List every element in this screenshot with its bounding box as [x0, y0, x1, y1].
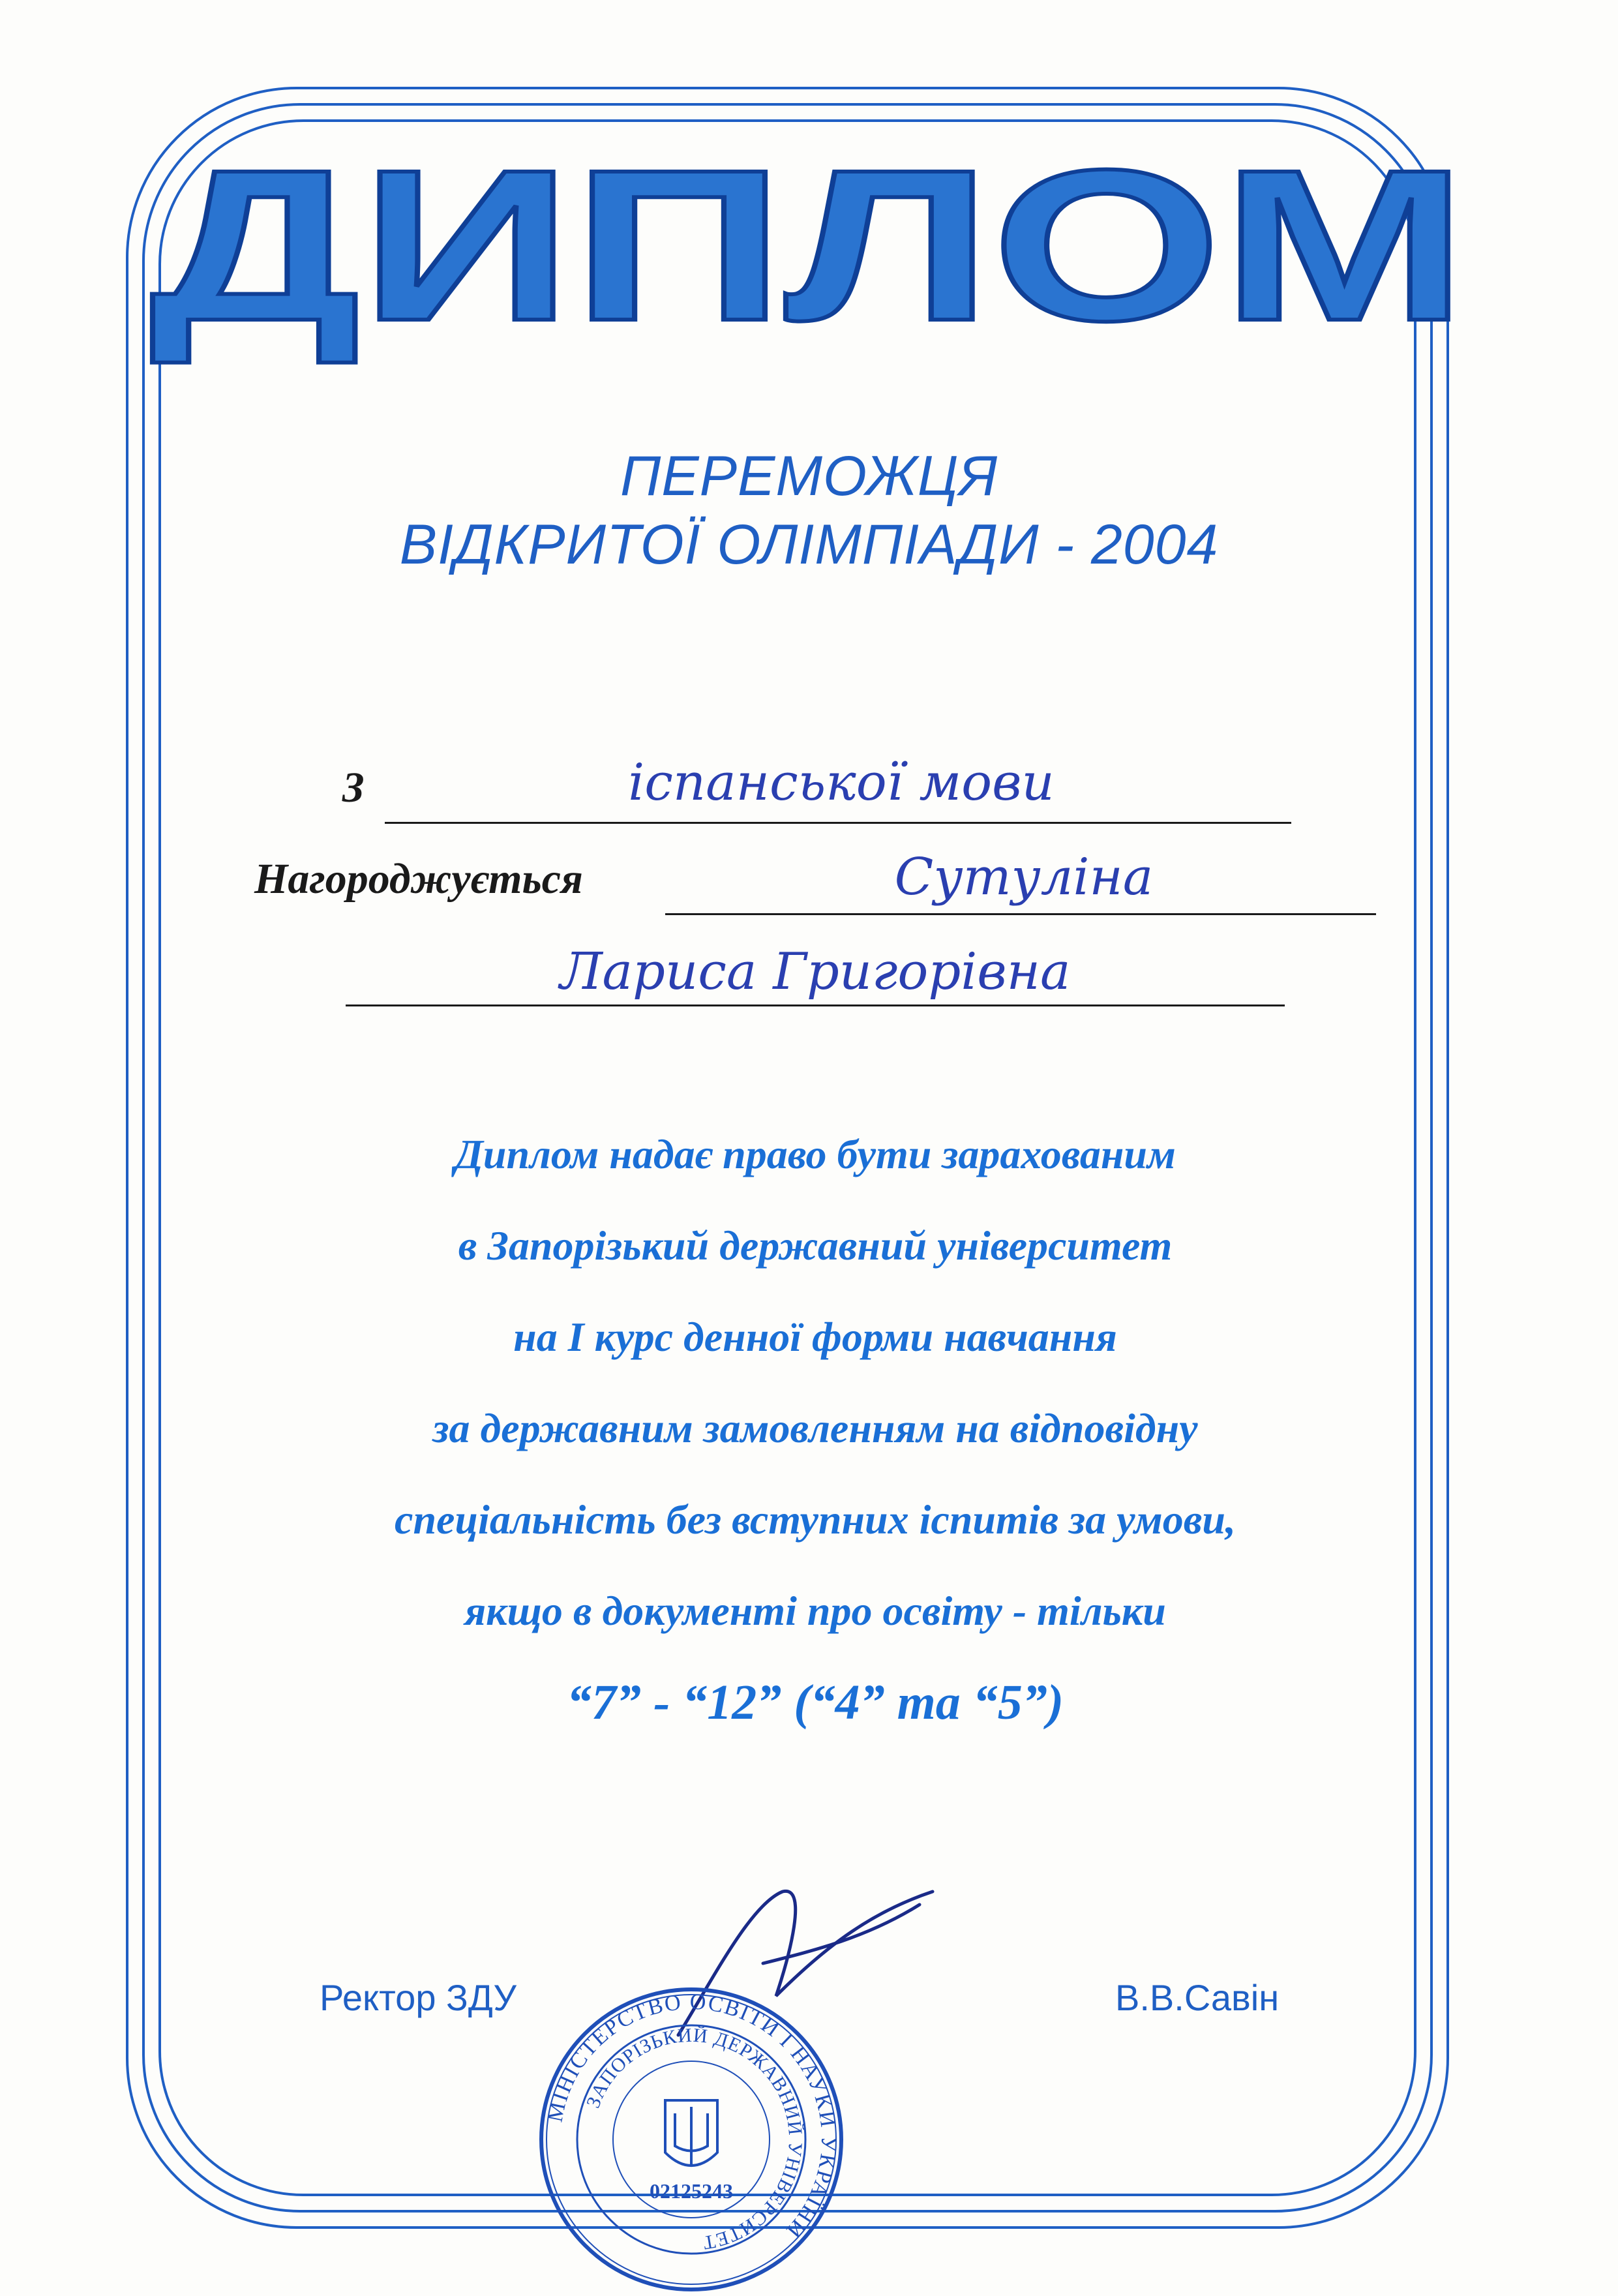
awarded-label: Нагороджується	[254, 855, 583, 903]
body-line: в Запорізький державний університет	[458, 1222, 1173, 1269]
body-line: спеціальність без вступних іспитів за умови,	[395, 1496, 1236, 1543]
name-handwritten: Лариса Григорівна	[560, 943, 1071, 1001]
rector-name: В.В.Савін	[1115, 1977, 1280, 2018]
body-line: на І курс денної форми навчання	[513, 1314, 1117, 1360]
seal-code: 02125243	[650, 2179, 733, 2203]
diploma-title-text: ДИПЛОМ	[150, 157, 1467, 365]
surname-underline	[665, 913, 1376, 915]
rector-label: Ректор ЗДУ	[320, 1977, 517, 2018]
official-seal	[535, 1983, 848, 2296]
body-line: якщо в документі про освіту - тільки	[464, 1588, 1166, 1634]
subject-underline	[385, 822, 1291, 824]
heading-winner: ПЕРЕМОЖЦЯ	[620, 445, 998, 507]
name-underline	[346, 1004, 1285, 1006]
diploma-body	[196, 1109, 1435, 1748]
subject-label: З	[342, 764, 365, 811]
trident-emblem-icon	[665, 2100, 717, 2166]
body-line: за державним замовленням на відповідну	[432, 1405, 1198, 1451]
diploma-title	[0, 157, 1618, 365]
seal-inner-text: ЗАПОРІЗЬКИЙ ДЕРЖАВНИЙ УНІВЕРСИТЕТ	[582, 2024, 807, 2254]
heading-olympiad: ВІДКРИТОЇ ОЛІМПІАДИ - 2004	[399, 513, 1219, 576]
body-line: “7” - “12” (“4” та “5”)	[566, 1675, 1064, 1730]
seal-outer-text: МІНІСТЕРСТВО ОСВІТИ І НАУКИ УКРАЇНИ	[543, 1989, 841, 2244]
surname-handwritten: Сутуліна	[894, 848, 1154, 907]
body-line: Диплом надає право бути зарахованим	[455, 1131, 1176, 1177]
subject-handwritten: іспанської мови	[628, 753, 1055, 812]
